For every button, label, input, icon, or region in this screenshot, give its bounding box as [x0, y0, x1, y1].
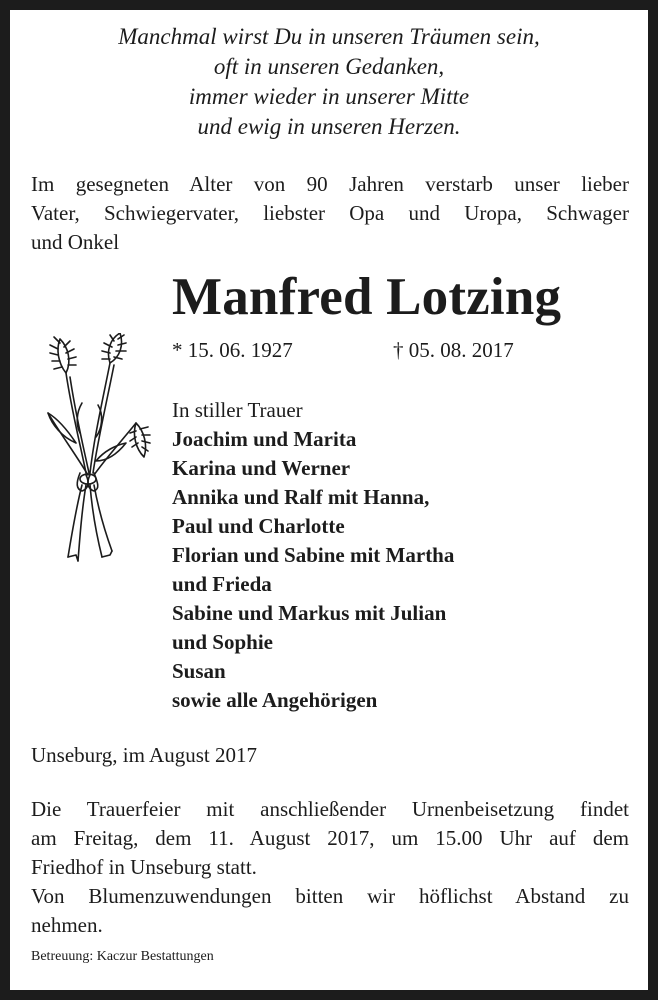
intro-line: Im gesegneten Alter von 90 Jahren verstarb unser lieber — [31, 172, 629, 196]
birth-date: * 15. 06. 1927 — [172, 338, 293, 362]
death-announcement-text — [31, 170, 629, 257]
mourner-line: Joachim und Marita — [172, 427, 357, 451]
mourning-intro: In stiller Trauer — [172, 398, 303, 422]
poem-line: immer wieder in unserer Mitte — [188, 84, 470, 109]
mourner-line: Annika und Ralf mit Hanna, — [172, 485, 430, 509]
poem-line: und ewig in unseren Herzen. — [197, 114, 461, 139]
death-date: † 05. 08. 2017 — [393, 338, 514, 362]
mourner-line: Susan — [172, 659, 226, 683]
memorial-poem — [30, 22, 628, 142]
mourner-line: und Sophie — [172, 630, 273, 654]
place-and-date: Unseburg, im August 2017 — [31, 743, 257, 767]
service-line: Die Trauerfeier mit anschließender Urnenbeisetzung findet — [31, 797, 629, 821]
mourner-line: sowie alle Angehörigen — [172, 688, 378, 712]
mourners-list — [172, 396, 454, 715]
wheat-icon — [36, 333, 152, 565]
funeral-service-info — [31, 795, 629, 940]
intro-line: Vater, Schwiegervater, liebster Opa und Uropa, Schwager — [31, 201, 629, 225]
service-line: Friedhof in Unseburg statt. — [31, 855, 257, 879]
funeral-home-credit: Betreuung: Kaczur Bestattungen — [31, 949, 214, 964]
mourner-line: Florian und Sabine mit Martha — [172, 543, 455, 567]
deceased-name: Manfred Lotzing — [172, 268, 562, 326]
service-line: Von Blumenzuwendungen bitten wir höflichst Abstand zu — [31, 884, 629, 908]
service-line: am Freitag, dem 11. August 2017, um 15.00 Uhr auf dem — [31, 826, 629, 850]
mourner-line: und Frieda — [172, 572, 272, 596]
mourner-line: Karina und Werner — [172, 456, 351, 480]
mourner-line: Paul und Charlotte — [172, 514, 345, 538]
poem-line: oft in unseren Gedanken, — [213, 54, 445, 79]
intro-line: und Onkel — [31, 230, 120, 254]
poem-line: Manchmal wirst Du in unseren Träumen sein, — [118, 24, 540, 49]
service-line: nehmen. — [31, 913, 103, 937]
mourner-line: Sabine und Markus mit Julian — [172, 601, 447, 625]
